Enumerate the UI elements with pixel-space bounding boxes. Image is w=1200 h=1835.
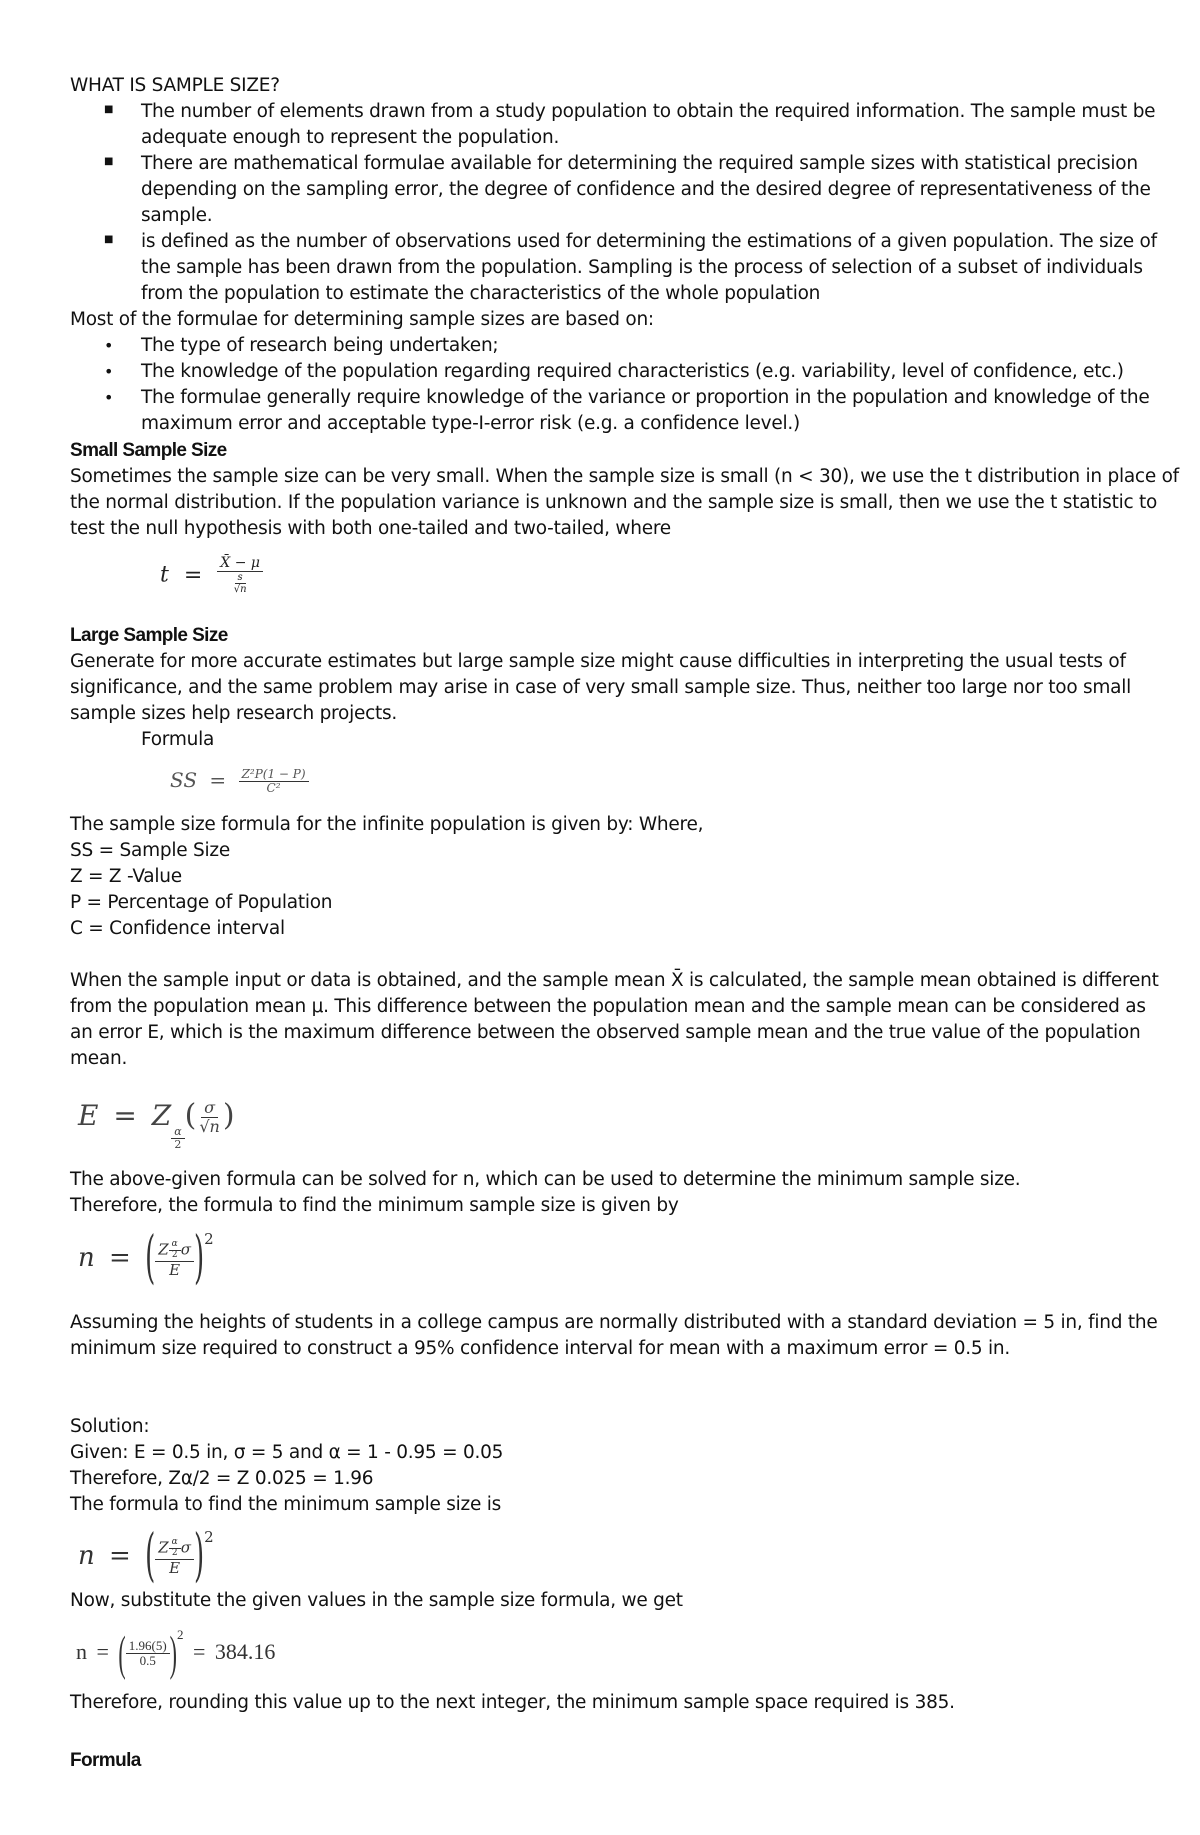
round-bullet-icon: •	[104, 388, 114, 407]
paragraph-line: Assuming the heights of students in a college campus are normally distributed with a standard deviation = 5 in, find the	[70, 1312, 1158, 1333]
equals-sign: =	[209, 768, 227, 793]
paragraph-line: sample sizes help research projects.	[70, 703, 398, 724]
fraction	[155, 1538, 194, 1576]
equals-sign: =	[109, 1541, 131, 1571]
fraction-numerator: α	[169, 1240, 181, 1251]
fraction	[196, 1099, 223, 1135]
fraction-denominator: 2	[171, 1249, 178, 1260]
formula-symbol: Z	[151, 1099, 172, 1132]
definition-line: P = Percentage of Population	[70, 892, 333, 913]
bullet-line: adequate enough to represent the population.	[141, 127, 560, 148]
formula-label: Formula	[141, 729, 215, 750]
paragraph-line: test the null hypothesis with both one-tailed and two-tailed, where	[70, 518, 671, 539]
fraction-numerator: Z²P(1 − P)	[239, 768, 309, 782]
fraction-denominator	[228, 572, 253, 595]
bullet-line: The formulae generally require knowledge of the variance or proportion in the population and knowledge of the	[141, 387, 1150, 408]
fraction-denominator: 2	[171, 1547, 178, 1558]
solution-line: Given: E = 0.5 in, σ = 5 and α = 1 - 0.95 = 0.05	[70, 1442, 504, 1463]
rounding-line: Therefore, rounding this value up to the next integer, the minimum sample space required is 385.	[70, 1692, 955, 1713]
infinite-population-line: The sample size formula for the infinite population is given by: Where,	[70, 814, 704, 835]
fraction-numerator: α	[171, 1126, 184, 1139]
paragraph-line: Sometimes the sample size can be very small. When the sample size is small (n < 30), we use the t distribution in place of	[70, 466, 1179, 487]
square-bullet-icon: ■	[104, 156, 114, 167]
substitute-line: Now, substitute the given values in the sample size formula, we get	[70, 1590, 683, 1611]
paragraph-line: Therefore, the formula to find the minimum sample size is given by	[70, 1195, 679, 1216]
formula-symbol: n	[78, 1541, 95, 1571]
square-bullet-icon: ■	[104, 104, 114, 115]
exponent: 2	[204, 1230, 214, 1248]
paragraph-line: mean.	[70, 1048, 128, 1069]
subscript-fraction	[169, 1240, 181, 1261]
round-bullet-icon: •	[104, 362, 114, 381]
bullet-line: The type of research being undertaken;	[141, 335, 499, 356]
definition-line: SS = Sample Size	[70, 840, 230, 861]
equals-sign: =	[109, 1243, 131, 1273]
definition-line: Z = Z -Value	[70, 866, 182, 887]
section-heading-what: WHAT IS SAMPLE SIZE?	[70, 75, 280, 96]
bullet-line: The number of elements drawn from a study population to obtain the required information. The sample must be	[141, 101, 1156, 122]
fraction	[231, 572, 250, 595]
formula-heading: Formula	[70, 1750, 141, 1771]
fraction-denominator: E	[169, 1260, 181, 1279]
bullet-line: is defined as the number of observations used for determining the estimations of a given population. The size of	[141, 231, 1157, 252]
square-bullet-icon: ■	[104, 234, 114, 245]
fraction-numerator	[155, 1240, 194, 1262]
fraction	[126, 1639, 170, 1669]
subscript-fraction	[169, 1538, 181, 1559]
formula-symbol: n	[76, 1639, 87, 1664]
paragraph-line: Generate for more accurate estimates but large sample size might cause difficulties in interpreting the usual tests of	[70, 651, 1126, 672]
ss-formula	[170, 768, 309, 795]
paragraph-line: minimum size required to construct a 95% confidence interval for mean with a maximum error = 0.5 in.	[70, 1338, 1010, 1359]
fraction-numerator: s	[235, 572, 246, 584]
paragraph-line: significance, and the same problem may arise in case of very small sample size. Thus, neither too large nor too small	[70, 677, 1132, 698]
formula-symbol: SS	[170, 768, 198, 793]
fraction-numerator: σ	[201, 1099, 218, 1118]
fraction-denominator: √n	[199, 1117, 220, 1136]
paragraph-line: the normal distribution. If the population variance is unknown and the sample size is small, then we use the t statistic to	[70, 492, 1158, 513]
paragraph-line: from the population mean μ. This difference between the population mean and the sample mean can be considered as	[70, 996, 1146, 1017]
definition-line: C = Confidence interval	[70, 918, 285, 939]
exponent: 2	[177, 1627, 184, 1642]
small-sample-heading: Small Sample Size	[70, 440, 227, 461]
paragraph-line: an error E, which is the maximum difference between the observed sample mean and the true value of the population	[70, 1022, 1141, 1043]
exponent: 2	[204, 1528, 214, 1546]
solution-line: Solution:	[70, 1416, 150, 1437]
fraction-numerator: 1.96(5)	[126, 1639, 170, 1654]
based-on-line: Most of the formulae for determining sample sizes are based on:	[70, 309, 654, 330]
min-sample-formula-repeat: n = ( Z $\frac{\alpha}{2}$ σ E )$^2$	[78, 1524, 214, 1590]
calculation-result: 384.16	[214, 1639, 276, 1664]
equals-sign: =	[193, 1639, 206, 1664]
equals-sign: =	[113, 1099, 137, 1132]
min-sample-formula: n = ( Z $\frac{\alpha}{2}$ σ E )$^2$	[78, 1226, 214, 1292]
bullet-line: from the population to estimate the characteristics of the whole population	[141, 283, 821, 304]
large-sample-heading: Large Sample Size	[70, 625, 228, 646]
formula-symbol: Z	[158, 1538, 169, 1557]
paragraph-line: The above-given formula can be solved for n, which can be used to determine the minimum sample size.	[70, 1169, 1021, 1190]
bullet-line: depending on the sampling error, the degree of confidence and the desired degree of representativeness of the	[141, 179, 1151, 200]
calculation-formula: n = ( $\frac{1.96(5)}{0.5}$ )$^2$ = 384.16	[76, 1625, 276, 1681]
fraction	[239, 768, 309, 795]
formula-symbol: E	[78, 1099, 99, 1132]
bullet-line: The knowledge of the population regarding required characteristics (e.g. variability, level of confidence, etc.)	[141, 361, 1124, 382]
solution-line: The formula to find the minimum sample size is	[70, 1494, 502, 1515]
fraction-denominator: √n	[233, 584, 247, 596]
equals-sign: =	[96, 1639, 109, 1664]
fraction	[217, 556, 263, 595]
fraction-numerator: X̄ − μ	[217, 556, 263, 572]
formula-symbol: Z	[158, 1240, 169, 1259]
fraction-denominator: E	[169, 1558, 181, 1577]
bullet-line: There are mathematical formulae available for determining the required sample sizes with statistical precision	[141, 153, 1138, 174]
round-bullet-icon: •	[104, 336, 114, 355]
equals-sign: =	[183, 562, 203, 588]
solution-line: Therefore, Zα/2 = Z 0.025 = 1.96	[70, 1468, 374, 1489]
t-statistic-formula	[160, 556, 263, 595]
formula-symbol: σ	[180, 1538, 191, 1557]
error-formula: E = Z $\frac{\alpha}{2}$ ( $\frac{\sigma}{√n}$ )	[78, 1098, 235, 1152]
fraction-numerator: α	[169, 1538, 181, 1549]
formula-symbol: n	[78, 1243, 95, 1273]
formula-symbol: t	[160, 562, 169, 588]
fraction-denominator: C²	[266, 781, 281, 796]
paragraph-line: When the sample input or data is obtained, and the sample mean X̄ is calculated, the sample mean obtained is different	[70, 970, 1159, 991]
fraction-denominator: 0.5	[139, 1653, 156, 1669]
bullet-line: maximum error and acceptable type-I-error risk (e.g. a confidence level.)	[141, 413, 800, 434]
fraction	[155, 1240, 194, 1278]
bullet-line: sample.	[141, 205, 213, 226]
bullet-line: the sample has been drawn from the population. Sampling is the process of selection of a subset of individuals	[141, 257, 1143, 278]
fraction-numerator	[155, 1538, 194, 1560]
subscript-fraction	[171, 1126, 184, 1151]
fraction-denominator: 2	[174, 1138, 182, 1152]
formula-symbol: σ	[180, 1240, 191, 1259]
